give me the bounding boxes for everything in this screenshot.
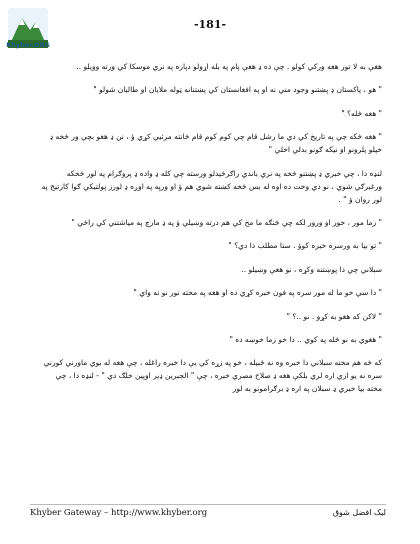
paragraph: که څه هم مخته سبلاني دا خبره وه نه څبيله ، خو په زړه کي يې دا خبره راغله ، چې هغه له بوي ماورني کورني سره نه يو ازي اره لري بلکې هغه ډ صلاح مصري خبره ، چې " الجبرين ډير اوپين خلګ دي " - لنډه دا ، چي مخته بيا خبري ډ سبلان په اره ډ برګرامونو به لور [43,358,382,394]
paragraph: " هغه څکه چي په تاريخ کي دي ما رشل قام چي کوم کوم قام څانته مرئيي کړي ؤ ، نن ډ هغو بچي ور څخه ډ خپلو پلرونو او نيکه ګونو بدلي اخلي " [49,132,382,155]
paragraph: " دا سي خو ما له مور سره په فون خبره کړي ده او هغه په مخته نور نو نه واي " [133,288,382,298]
paragraph: لنډه دا ، چي خبري ډ پښتنو څخه په نري باندي راګرځيدلو ورسته چي کله ډ واده ډ پروګرام په لور څخکه ورغبرګي شوي ، نو دي وخت ده اوه له بس څخه کښته شوي هم ؤ او ورپه په اوږه ډ لورز پولتيکي ګوا کارتيج په لور روان ؤ " . [41,168,382,204]
paragraph: سبلاني چي دا پوښتنه وکړه ، نو هغې وښيلو .. [241,264,382,274]
paragraph: " زما مور ، خور او ورور لکه چي څنګه ما مخ کي هم درته وښيلي ؤ په ډ مارچ په مياشتني کي راځي " [71,217,382,227]
page-number: -181- [193,18,227,31]
paragraph: " تو بيا به ورسره خبره کوؤ . ستا مطلب دا دي؟ " [228,241,382,251]
paragraph: " لاکن که هغو به کړو . نو ..؟ " [286,311,382,321]
logo-caption: Khyber.ORG [6,41,50,49]
footer-divider [30,504,386,505]
document-body [40,60,382,406]
footer-site-link[interactable]: Khyber Gateway – http://www.khyber.org [30,508,208,518]
paragraph: " هغه څله؟ " [341,108,382,118]
paragraph: هغې به لا تور هغه ورکي کولو . چې ده ډ هغې پام په بله اړولو دپاره په نري موسکا کي ورته وويلو .. [76,62,382,71]
page-footer [30,508,386,522]
paragraph: " هو ، پاکستان ډ پښتنو وجود مني نه او په افغانستان کي پښتنانه ټوله ملايان او طالبان شولو " [93,85,382,95]
paragraph: " هغوي به نو څله په کوي .. دا خو زما خوښه ده " [229,334,382,344]
footer-author: ليک افضل شوق [332,508,386,517]
